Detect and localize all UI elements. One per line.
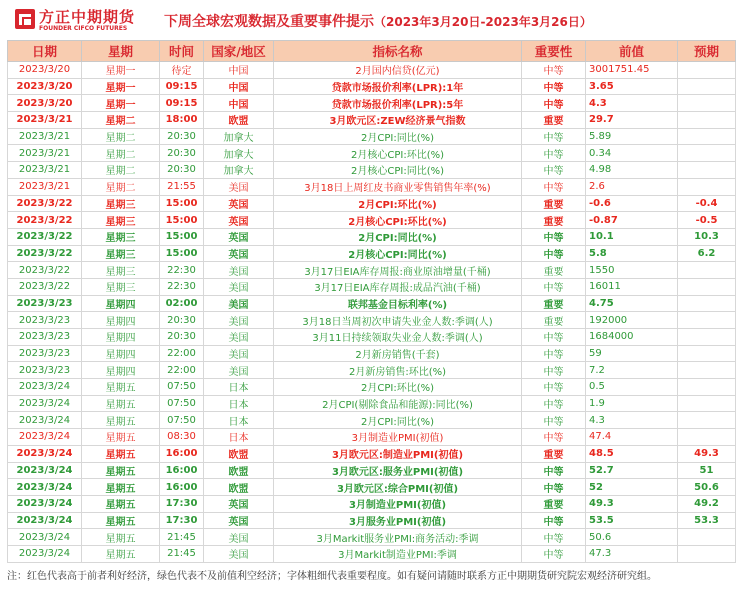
cell-forecast: 50.6 (678, 479, 736, 496)
cell-previous: 0.34 (586, 145, 678, 162)
cell-region: 英国 (204, 195, 274, 212)
cell-date: 2023/3/20 (8, 62, 82, 79)
table-row (8, 245, 736, 262)
cell-time: 15:00 (160, 245, 204, 262)
cell-importance: 中等 (522, 178, 586, 195)
table-row (8, 195, 736, 212)
cell-forecast: 6.2 (678, 245, 736, 262)
cell-forecast (678, 295, 736, 312)
cell-time: 17:30 (160, 495, 204, 512)
cell-forecast (678, 545, 736, 562)
cell-indicator: 2月新房销售(千套) (274, 345, 522, 362)
table-row (8, 228, 736, 245)
cell-indicator: 2月CPI:环比(%) (274, 195, 522, 212)
cell-time: 08:30 (160, 429, 204, 446)
cell-previous: 48.5 (586, 445, 678, 462)
cell-time: 07:50 (160, 379, 204, 396)
table-row (8, 112, 736, 129)
cell-region: 美国 (204, 278, 274, 295)
cell-importance: 中等 (522, 329, 586, 346)
cell-importance: 重要 (522, 195, 586, 212)
column-header-forecast: 预期 (678, 41, 736, 62)
cell-time: 09:15 (160, 78, 204, 95)
cell-indicator: 3月服务业PMI(初值) (274, 512, 522, 529)
events-table (7, 40, 736, 563)
cell-indicator: 2月新房销售:环比(%) (274, 362, 522, 379)
cell-weekday: 星期二 (82, 145, 160, 162)
table-row (8, 462, 736, 479)
logo (14, 5, 134, 35)
cell-time: 07:50 (160, 395, 204, 412)
cell-weekday: 星期五 (82, 512, 160, 529)
cell-weekday: 星期四 (82, 329, 160, 346)
cell-previous: 50.6 (586, 529, 678, 546)
cell-time: 21:45 (160, 529, 204, 546)
cell-region: 美国 (204, 545, 274, 562)
cell-time: 02:00 (160, 295, 204, 312)
cell-indicator: 2月核心CPI:环比(%) (274, 145, 522, 162)
cell-weekday: 星期二 (82, 128, 160, 145)
cell-region: 美国 (204, 312, 274, 329)
table-row (8, 128, 736, 145)
cell-region: 中国 (204, 62, 274, 79)
cell-weekday: 星期五 (82, 412, 160, 429)
cell-indicator: 2月国内信贷(亿元) (274, 62, 522, 79)
table-row (8, 178, 736, 195)
cell-date: 2023/3/24 (8, 429, 82, 446)
cell-date: 2023/3/24 (8, 445, 82, 462)
cell-region: 日本 (204, 412, 274, 429)
column-header-time: 时间 (160, 41, 204, 62)
cell-previous: 10.1 (586, 228, 678, 245)
cell-previous: 16011 (586, 278, 678, 295)
cell-weekday: 星期四 (82, 345, 160, 362)
column-header-region: 国家/地区 (204, 41, 274, 62)
cell-forecast (678, 78, 736, 95)
cell-indicator: 3月11日持续领取失业金人数:季调(人) (274, 329, 522, 346)
cell-weekday: 星期二 (82, 162, 160, 179)
cell-indicator: 联邦基金目标利率(%) (274, 295, 522, 312)
cell-indicator: 2月CPI:同比(%) (274, 412, 522, 429)
cell-previous: -0.6 (586, 195, 678, 212)
table-row (8, 529, 736, 546)
cell-forecast: 51 (678, 462, 736, 479)
cell-importance: 中等 (522, 395, 586, 412)
cell-date: 2023/3/21 (8, 178, 82, 195)
cell-previous: 47.4 (586, 429, 678, 446)
cell-importance: 中等 (522, 462, 586, 479)
table-header-row (8, 41, 736, 62)
cell-region: 欧盟 (204, 462, 274, 479)
cell-region: 美国 (204, 529, 274, 546)
cell-previous: 52 (586, 479, 678, 496)
column-header-previous: 前值 (586, 41, 678, 62)
cell-time: 22:00 (160, 345, 204, 362)
cell-weekday: 星期五 (82, 529, 160, 546)
cell-previous: 52.7 (586, 462, 678, 479)
cell-date: 2023/3/22 (8, 212, 82, 229)
footnote: 注：红色代表高于前者利好经济，绿色代表不及前值利空经济；字体粗细代表重要程度。如有疑问请随时联系方正中期期货研究院宏观经济研究组。 (7, 571, 657, 582)
cell-time: 21:45 (160, 545, 204, 562)
cell-time: 待定 (160, 62, 204, 79)
cell-importance: 重要 (522, 495, 586, 512)
cell-indicator: 2月核心CPI:同比(%) (274, 162, 522, 179)
cell-weekday: 星期三 (82, 262, 160, 279)
cell-region: 美国 (204, 178, 274, 195)
logo-mark-icon (14, 8, 36, 30)
cell-date: 2023/3/21 (8, 112, 82, 129)
cell-time: 22:00 (160, 362, 204, 379)
cell-time: 20:30 (160, 162, 204, 179)
cell-importance: 中等 (522, 245, 586, 262)
table-row (8, 545, 736, 562)
cell-weekday: 星期五 (82, 462, 160, 479)
cell-date: 2023/3/22 (8, 278, 82, 295)
cell-region: 加拿大 (204, 145, 274, 162)
cell-date: 2023/3/24 (8, 529, 82, 546)
cell-date: 2023/3/23 (8, 345, 82, 362)
table-row (8, 162, 736, 179)
cell-previous: 5.89 (586, 128, 678, 145)
cell-region: 英国 (204, 512, 274, 529)
cell-importance: 中等 (522, 228, 586, 245)
table-row (8, 395, 736, 412)
cell-region: 日本 (204, 395, 274, 412)
cell-previous: 49.3 (586, 495, 678, 512)
cell-importance: 重要 (522, 112, 586, 129)
cell-previous: 29.7 (586, 112, 678, 129)
cell-weekday: 星期三 (82, 195, 160, 212)
cell-indicator: 3月欧元区:综合PMI(初值) (274, 479, 522, 496)
cell-indicator: 2月核心CPI:同比(%) (274, 245, 522, 262)
table-row (8, 145, 736, 162)
table-row (8, 295, 736, 312)
cell-forecast (678, 95, 736, 112)
cell-importance: 中等 (522, 412, 586, 429)
cell-date: 2023/3/21 (8, 128, 82, 145)
cell-region: 欧盟 (204, 112, 274, 129)
cell-region: 英国 (204, 245, 274, 262)
table-row (8, 312, 736, 329)
cell-previous: 1684000 (586, 329, 678, 346)
cell-indicator: 3月欧元区:ZEW经济景气指数 (274, 112, 522, 129)
cell-indicator: 2月CPI(剔除食品和能源):同比(%) (274, 395, 522, 412)
logo-text-en: FOUNDER CIFCO FUTURES (39, 25, 128, 32)
cell-time: 16:00 (160, 445, 204, 462)
cell-forecast (678, 362, 736, 379)
cell-importance: 重要 (522, 312, 586, 329)
cell-time: 20:30 (160, 145, 204, 162)
cell-indicator: 3月欧元区:服务业PMI(初值) (274, 462, 522, 479)
cell-previous: 5.8 (586, 245, 678, 262)
cell-importance: 中等 (522, 512, 586, 529)
cell-time: 16:00 (160, 479, 204, 496)
cell-forecast: 49.3 (678, 445, 736, 462)
cell-region: 中国 (204, 95, 274, 112)
cell-weekday: 星期二 (82, 178, 160, 195)
cell-previous: 3.65 (586, 78, 678, 95)
table-row (8, 95, 736, 112)
cell-date: 2023/3/24 (8, 479, 82, 496)
table-row (8, 78, 736, 95)
cell-importance: 中等 (522, 128, 586, 145)
cell-weekday: 星期三 (82, 212, 160, 229)
cell-time: 16:00 (160, 462, 204, 479)
cell-region: 日本 (204, 379, 274, 396)
cell-previous: 192000 (586, 312, 678, 329)
table-row (8, 262, 736, 279)
column-header-importance: 重要性 (522, 41, 586, 62)
cell-forecast: 53.3 (678, 512, 736, 529)
cell-date: 2023/3/22 (8, 245, 82, 262)
table-row (8, 445, 736, 462)
cell-region: 英国 (204, 495, 274, 512)
cell-forecast (678, 412, 736, 429)
cell-indicator: 3月欧元区:制造业PMI(初值) (274, 445, 522, 462)
cell-importance: 中等 (522, 162, 586, 179)
cell-weekday: 星期三 (82, 278, 160, 295)
cell-time: 22:30 (160, 262, 204, 279)
cell-date: 2023/3/24 (8, 545, 82, 562)
cell-weekday: 星期五 (82, 379, 160, 396)
cell-time: 17:30 (160, 512, 204, 529)
cell-time: 21:55 (160, 178, 204, 195)
cell-date: 2023/3/24 (8, 412, 82, 429)
table-row (8, 278, 736, 295)
cell-region: 美国 (204, 329, 274, 346)
cell-weekday: 星期四 (82, 295, 160, 312)
cell-importance: 中等 (522, 345, 586, 362)
table-body (8, 62, 736, 563)
cell-weekday: 星期五 (82, 395, 160, 412)
cell-region: 欧盟 (204, 479, 274, 496)
cell-previous: 53.5 (586, 512, 678, 529)
cell-date: 2023/3/21 (8, 145, 82, 162)
cell-weekday: 星期五 (82, 495, 160, 512)
table-row (8, 479, 736, 496)
cell-importance: 中等 (522, 278, 586, 295)
cell-region: 欧盟 (204, 445, 274, 462)
cell-forecast (678, 379, 736, 396)
cell-importance: 中等 (522, 78, 586, 95)
cell-forecast (678, 345, 736, 362)
cell-weekday: 星期五 (82, 545, 160, 562)
column-header-date: 日期 (8, 41, 82, 62)
cell-previous: 2.6 (586, 178, 678, 195)
cell-region: 日本 (204, 429, 274, 446)
cell-weekday: 星期五 (82, 429, 160, 446)
cell-forecast (678, 262, 736, 279)
cell-indicator: 贷款市场报价利率(LPR):5年 (274, 95, 522, 112)
cell-previous: 7.2 (586, 362, 678, 379)
cell-forecast (678, 429, 736, 446)
cell-region: 英国 (204, 228, 274, 245)
cell-indicator: 3月17日EIA库存周报:商业原油增量(千桶) (274, 262, 522, 279)
cell-weekday: 星期五 (82, 479, 160, 496)
cell-importance: 中等 (522, 62, 586, 79)
table-row (8, 379, 736, 396)
cell-forecast (678, 145, 736, 162)
cell-previous: 4.3 (586, 412, 678, 429)
cell-previous: 3001751.45 (586, 62, 678, 79)
cell-indicator: 2月CPI:同比(%) (274, 128, 522, 145)
table-row (8, 495, 736, 512)
cell-importance: 中等 (522, 362, 586, 379)
cell-forecast: 49.2 (678, 495, 736, 512)
cell-weekday: 星期二 (82, 112, 160, 129)
cell-forecast: -0.4 (678, 195, 736, 212)
cell-region: 英国 (204, 212, 274, 229)
cell-region: 加拿大 (204, 128, 274, 145)
cell-forecast (678, 329, 736, 346)
cell-time: 22:30 (160, 278, 204, 295)
cell-date: 2023/3/22 (8, 195, 82, 212)
cell-importance: 重要 (522, 212, 586, 229)
cell-forecast (678, 62, 736, 79)
cell-forecast (678, 162, 736, 179)
cell-time: 15:00 (160, 212, 204, 229)
column-header-weekday: 星期 (82, 41, 160, 62)
cell-indicator: 3月制造业PMI(初值) (274, 495, 522, 512)
cell-forecast: -0.5 (678, 212, 736, 229)
cell-date: 2023/3/24 (8, 495, 82, 512)
title-main: 下周全球宏观数据及重要事件提示 (164, 14, 374, 30)
cell-indicator: 3月18日当周初次申请失业金人数:季调(人) (274, 312, 522, 329)
cell-previous: -0.87 (586, 212, 678, 229)
cell-date: 2023/3/20 (8, 95, 82, 112)
cell-date: 2023/3/24 (8, 462, 82, 479)
cell-indicator: 3月制造业PMI(初值) (274, 429, 522, 446)
cell-previous: 59 (586, 345, 678, 362)
cell-weekday: 星期一 (82, 78, 160, 95)
table-row (8, 429, 736, 446)
cell-date: 2023/3/24 (8, 379, 82, 396)
cell-region: 美国 (204, 362, 274, 379)
cell-date: 2023/3/24 (8, 395, 82, 412)
cell-time: 18:00 (160, 112, 204, 129)
cell-weekday: 星期四 (82, 312, 160, 329)
cell-indicator: 3月17日EIA库存周报:成品汽油(千桶) (274, 278, 522, 295)
cell-time: 07:50 (160, 412, 204, 429)
cell-previous: 0.5 (586, 379, 678, 396)
cell-forecast: 10.3 (678, 228, 736, 245)
cell-weekday: 星期一 (82, 95, 160, 112)
cell-region: 美国 (204, 345, 274, 362)
cell-time: 09:15 (160, 95, 204, 112)
cell-indicator: 贷款市场报价利率(LPR):1年 (274, 78, 522, 95)
cell-date: 2023/3/23 (8, 362, 82, 379)
table-row (8, 212, 736, 229)
cell-previous: 47.3 (586, 545, 678, 562)
cell-indicator: 2月CPI:同比(%) (274, 228, 522, 245)
cell-importance: 中等 (522, 379, 586, 396)
cell-forecast (678, 178, 736, 195)
cell-time: 20:30 (160, 312, 204, 329)
cell-previous: 4.75 (586, 295, 678, 312)
cell-previous: 4.98 (586, 162, 678, 179)
cell-time: 15:00 (160, 228, 204, 245)
cell-weekday: 星期三 (82, 245, 160, 262)
logo-text-cn: 方正中期期货 (39, 8, 136, 26)
cell-importance: 重要 (522, 262, 586, 279)
page-title (164, 11, 592, 31)
cell-date: 2023/3/20 (8, 78, 82, 95)
cell-region: 美国 (204, 262, 274, 279)
cell-weekday: 星期一 (82, 62, 160, 79)
cell-date: 2023/3/22 (8, 262, 82, 279)
cell-forecast (678, 112, 736, 129)
cell-importance: 重要 (522, 295, 586, 312)
cell-importance: 中等 (522, 529, 586, 546)
cell-region: 美国 (204, 295, 274, 312)
cell-date: 2023/3/24 (8, 512, 82, 529)
cell-forecast (678, 395, 736, 412)
cell-importance: 中等 (522, 95, 586, 112)
cell-date: 2023/3/23 (8, 312, 82, 329)
cell-time: 15:00 (160, 195, 204, 212)
cell-date: 2023/3/23 (8, 329, 82, 346)
cell-importance: 重要 (522, 445, 586, 462)
cell-indicator: 3月Markit服务业PMI:商务活动:季调 (274, 529, 522, 546)
column-header-indicator: 指标名称 (274, 41, 522, 62)
cell-weekday: 星期四 (82, 362, 160, 379)
cell-previous: 1550 (586, 262, 678, 279)
cell-forecast (678, 529, 736, 546)
table-row (8, 329, 736, 346)
table-row (8, 362, 736, 379)
cell-previous: 1.9 (586, 395, 678, 412)
cell-importance: 中等 (522, 145, 586, 162)
cell-indicator: 2月CPI:环比(%) (274, 379, 522, 396)
title-date-range: （2023年3月20日-2023年3月26日） (374, 15, 592, 29)
cell-weekday: 星期五 (82, 445, 160, 462)
cell-forecast (678, 128, 736, 145)
header (0, 0, 741, 40)
table-row (8, 412, 736, 429)
cell-weekday: 星期三 (82, 228, 160, 245)
cell-forecast (678, 278, 736, 295)
cell-date: 2023/3/21 (8, 162, 82, 179)
cell-forecast (678, 312, 736, 329)
table-row (8, 62, 736, 79)
cell-date: 2023/3/23 (8, 295, 82, 312)
cell-importance: 中等 (522, 545, 586, 562)
cell-region: 加拿大 (204, 162, 274, 179)
cell-time: 20:30 (160, 128, 204, 145)
cell-importance: 中等 (522, 429, 586, 446)
cell-date: 2023/3/22 (8, 228, 82, 245)
cell-importance: 中等 (522, 479, 586, 496)
table-row (8, 512, 736, 529)
cell-indicator: 3月18日上周红皮书商业零售销售年率(%) (274, 178, 522, 195)
table-row (8, 345, 736, 362)
cell-region: 中国 (204, 78, 274, 95)
cell-indicator: 3月Markit制造业PMI:季调 (274, 545, 522, 562)
cell-time: 20:30 (160, 329, 204, 346)
cell-previous: 4.3 (586, 95, 678, 112)
cell-indicator: 2月核心CPI:环比(%) (274, 212, 522, 229)
